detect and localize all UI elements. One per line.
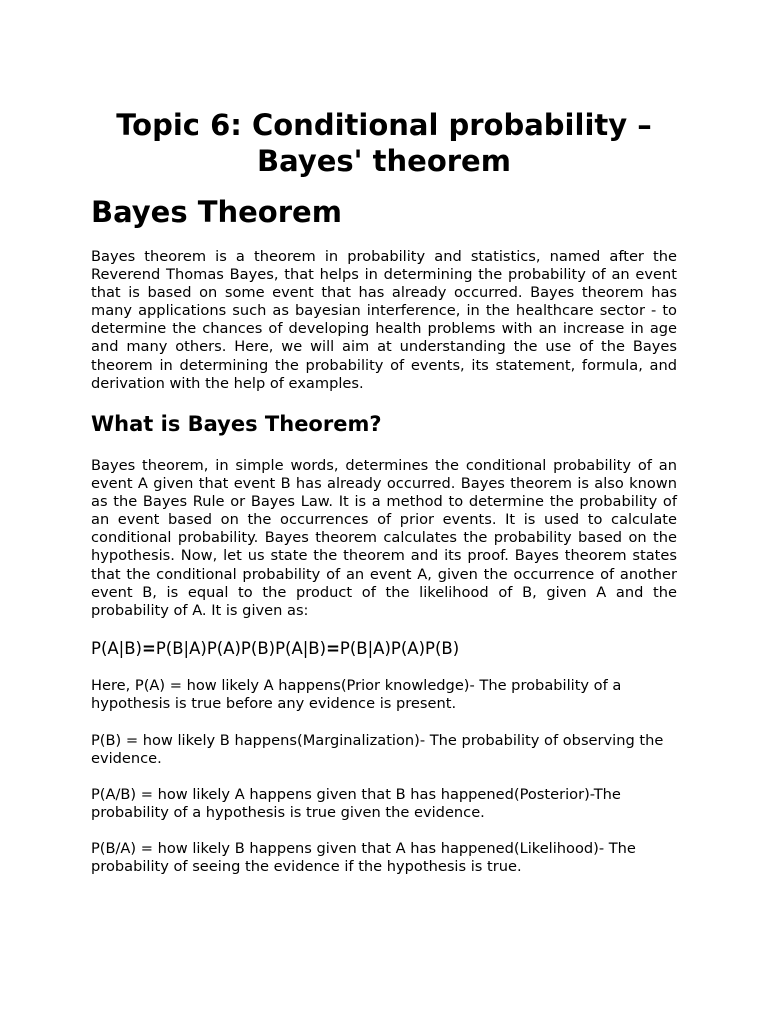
section-heading-bayes-theorem: Bayes Theorem — [91, 195, 342, 229]
definition-posterior: P(A/B) = how likely A happens given that B has happened(Posterior)-The probability of a hypothesis is true given the evidence. — [91, 786, 621, 822]
formula-part-2: P(B|A)P(A)P(B)P(A|B) — [155, 639, 327, 658]
topic-title: Topic 6: Conditional probability – Bayes' theorem — [116, 108, 652, 178]
intro-paragraph: Bayes theorem is a theorem in probability and statistics, named after the Reverend Thomas Bayes, that helps in determining the probability of an event that is based on some event that has already occurred. Bayes theorem has many applications such as bayesian interference, in the healthcare sector - to determine the chances of developing health problems with an increase in age and many others. Here, we will aim at understanding the use of the Bayes theorem in determining the probability of events, its statement, formula, and derivation with the help of examples. — [91, 248, 677, 392]
formula-equals-1: = — [142, 639, 156, 658]
definition-paragraph: Bayes theorem, in simple words, determines the conditional probability of an event A given that event B has already occurred. Bayes theorem is also known as the Bayes Rule or Bayes Law. It is a method to determine the probability of an event based on the occurrences of prior events. It is used to calculate conditional probability. Bayes theorem calculates the probability based on the hypothesis. Now, let us state the theorem and its proof. Bayes theorem states that the conditional probability of an event A, given the occurrence of another event B, is equal to the product of the likelihood of B, given A and the probability of A. It is given as: — [91, 457, 677, 619]
definition-marginalization: P(B) = how likely B happens(Marginalization)- The probability of observing the evidence. — [91, 732, 664, 768]
subsection-heading-what-is-bayes: What is Bayes Theorem? — [91, 412, 382, 436]
definition-likelihood: P(B/A) = how likely B happens given that A has happened(Likelihood)- The probability of seeing the evidence if the hypothesis is true. — [91, 840, 636, 876]
definition-prior: Here, P(A) = how likely A happens(Prior knowledge)- The probability of a hypothesis is true before any evidence is present. — [91, 677, 622, 713]
formula-equals-2: = — [326, 639, 340, 658]
formula-part-1: P(A|B) — [91, 639, 142, 658]
formula-part-3: P(B|A)P(A)P(B) — [339, 639, 460, 658]
bayes-formula — [91, 638, 459, 660]
